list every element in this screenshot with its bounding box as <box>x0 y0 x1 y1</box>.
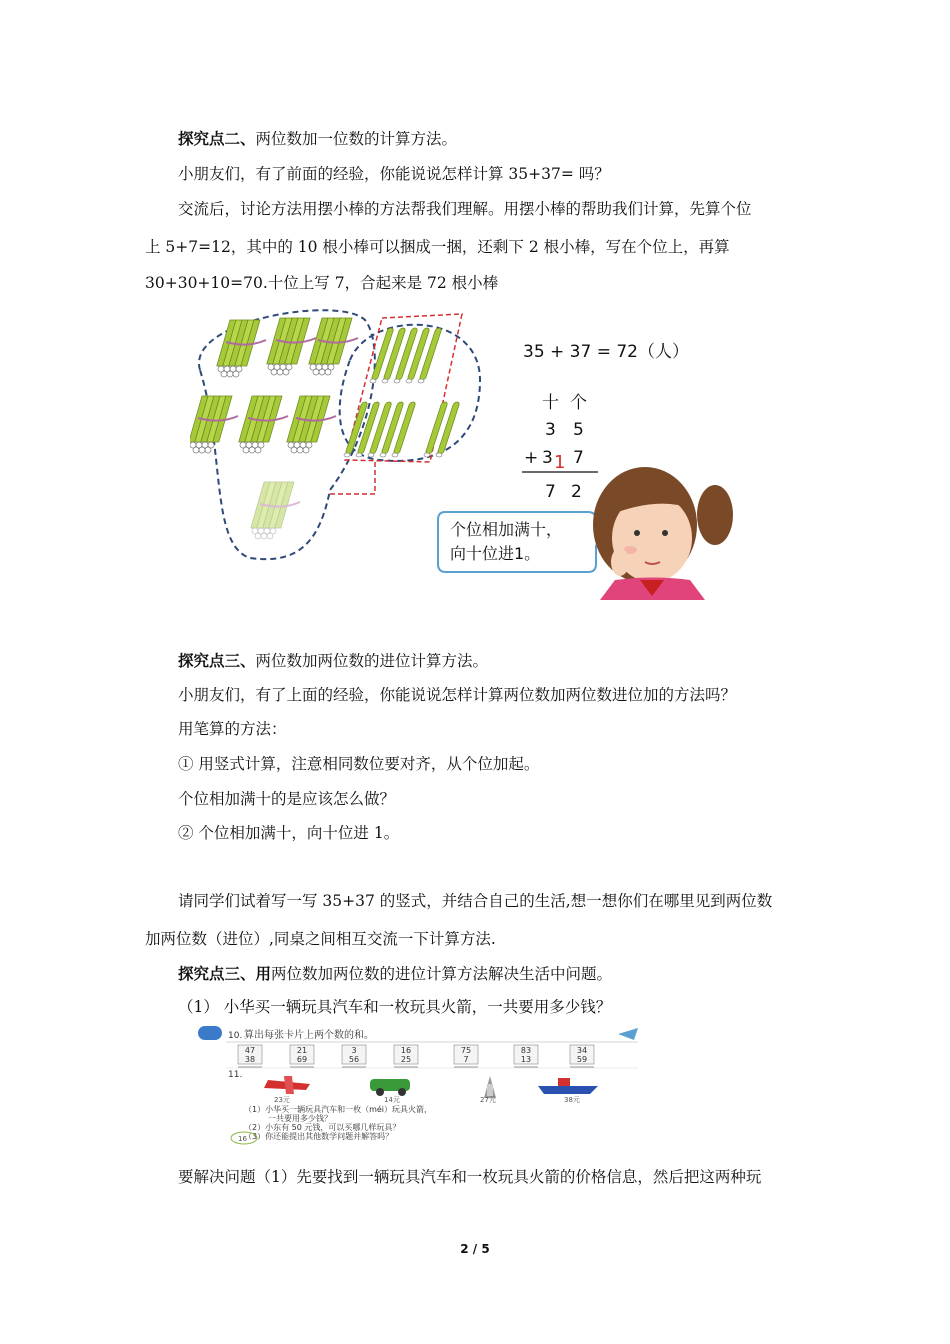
section3-question: 个位相加满十的是应该怎么做？ <box>178 790 396 808</box>
section2-title-rest: 两位数加一位数的计算方法。 <box>255 130 458 148</box>
section3-title <box>178 650 488 672</box>
section2-para2-line1: 交流后，讨论方法用摆小棒的方法帮我们理解。用摆小棒的帮助我们计算，先算个位 <box>178 200 752 218</box>
card-number-b: 69 <box>296 1055 308 1064</box>
exercise11-number: 11. <box>228 1070 243 1080</box>
exercise11-q3: （3）你还能提出其他数学问题并解答吗？ <box>244 1132 394 1141</box>
number-card <box>570 1045 594 1067</box>
section2-title <box>178 128 457 150</box>
number-card <box>454 1045 478 1067</box>
addend1-tens: 3 <box>545 420 556 440</box>
number-card <box>238 1045 262 1067</box>
number-card <box>514 1045 538 1067</box>
number-card <box>342 1045 366 1067</box>
section3-step2: ② 个位相加满十，向十位进 1。 <box>178 824 400 842</box>
toy-car-icon <box>370 1079 410 1096</box>
price-plane: 23元 <box>274 1096 290 1104</box>
addend2-tens: 3 <box>542 448 553 468</box>
card-number-b: 7 <box>463 1055 469 1064</box>
sum-tens: 7 <box>545 482 556 502</box>
section2-title-bold: 探究点二、 <box>178 129 256 148</box>
card-number-a: 16 <box>400 1046 412 1055</box>
section3-para6-line1: 请同学们试着写一写 35+37 的竖式，并结合自己的生活,想一想你们在哪里见到两位数 <box>178 892 773 910</box>
exercise11-q1b: 一共要用多少钱？ <box>268 1114 332 1123</box>
price-rocket: 27元 <box>480 1096 496 1104</box>
card-number-b: 38 <box>244 1055 256 1064</box>
plus-sign: + <box>524 448 539 468</box>
section4-para1: 要解决问题（1）先要找到一辆玩具汽车和一枚玩具火箭的价格信息，然后把这两种玩 <box>178 1168 762 1186</box>
section2-para2-line2: 上 5+7=12，其中的 10 根小棒可以捆成一捆，还剩下 2 根小棒，写在个位上，再算 <box>145 238 730 256</box>
addend1-ones: 5 <box>573 420 584 440</box>
sum-ones: 2 <box>571 482 582 502</box>
card-number-b: 13 <box>520 1055 532 1064</box>
card-number-b: 25 <box>400 1055 412 1064</box>
textbook-page-number: 16 <box>238 1135 247 1143</box>
exercise10-number: 10. <box>228 1031 243 1041</box>
card-number-b: 59 <box>576 1055 588 1064</box>
section2-para2-line3: 30+30+10=70.十位上写 7，合起来是 72 根小棒 <box>145 274 499 292</box>
toy-rocket-icon <box>484 1076 496 1098</box>
section3-step1: ① 用竖式计算，注意相同数位要对齐，从个位加起。 <box>178 755 540 773</box>
bubble-line1: 个位相加满十， <box>450 520 563 539</box>
toy-boat-icon <box>538 1078 598 1094</box>
column-ones-label: 个 <box>570 393 587 413</box>
exercise10-text: 算出每张卡片上两个数的和。 <box>244 1030 374 1041</box>
card-number-a: 75 <box>460 1046 472 1055</box>
number-card <box>290 1045 314 1067</box>
section4-title-bold: 探究点三、用 <box>178 964 272 983</box>
card-number-a: 47 <box>244 1046 256 1055</box>
section3-para6-line2: 加两位数（进位）,同桌之间相互交流一下计算方法. <box>145 930 496 948</box>
toy-plane-icon <box>264 1076 310 1094</box>
textbook-excerpt <box>198 1024 643 1148</box>
exercise11-q2: （2）小东有 50 元钱，可以买哪几样玩具？ <box>244 1123 401 1132</box>
section2-para1: 小朋友们，有了前面的经验，你能说说怎样计算 35+37= 吗？ <box>178 165 610 183</box>
card-number-a: 34 <box>576 1046 588 1055</box>
card-number-b: 56 <box>348 1055 360 1064</box>
bubble-line2: 向十位进1。 <box>450 544 541 563</box>
section4-title <box>178 963 612 985</box>
section3-para1: 小朋友们，有了上面的经验，你能说说怎样计算两位数加两位数进位加的方法吗？ <box>178 686 737 704</box>
addend2-ones: 7 <box>573 448 584 468</box>
number-card <box>394 1045 418 1067</box>
section4-title-rest: 两位数加两位数的进位计算方法解决生活中问题。 <box>271 965 613 983</box>
card-number-a: 3 <box>351 1046 357 1055</box>
page-number: 2 / 5 <box>460 1242 490 1256</box>
card-number-a: 21 <box>296 1046 308 1055</box>
section3-title-rest: 两位数加两位数的进位计算方法。 <box>255 652 489 670</box>
exercise11-q1: （1）小华买一辆玩具汽车和一枚（méi）玩具火箭， <box>244 1105 433 1114</box>
column-tens-label: 十 <box>542 393 559 413</box>
carry-digit: 1 <box>554 452 566 473</box>
girl-illustration <box>593 467 733 600</box>
section4-question1: （1） 小华买一辆玩具汽车和一枚玩具火箭，一共要用多少钱？ <box>178 998 612 1016</box>
price-boat: 38元 <box>564 1096 580 1104</box>
section3-para2: 用笔算的方法： <box>178 720 287 738</box>
section3-title-bold: 探究点三、 <box>178 651 256 670</box>
price-car: 14元 <box>384 1096 400 1104</box>
sticks-addition-figure <box>190 300 770 600</box>
card-number-a: 83 <box>520 1046 532 1055</box>
equation-text: 35 + 37 = 72（人） <box>523 342 689 362</box>
